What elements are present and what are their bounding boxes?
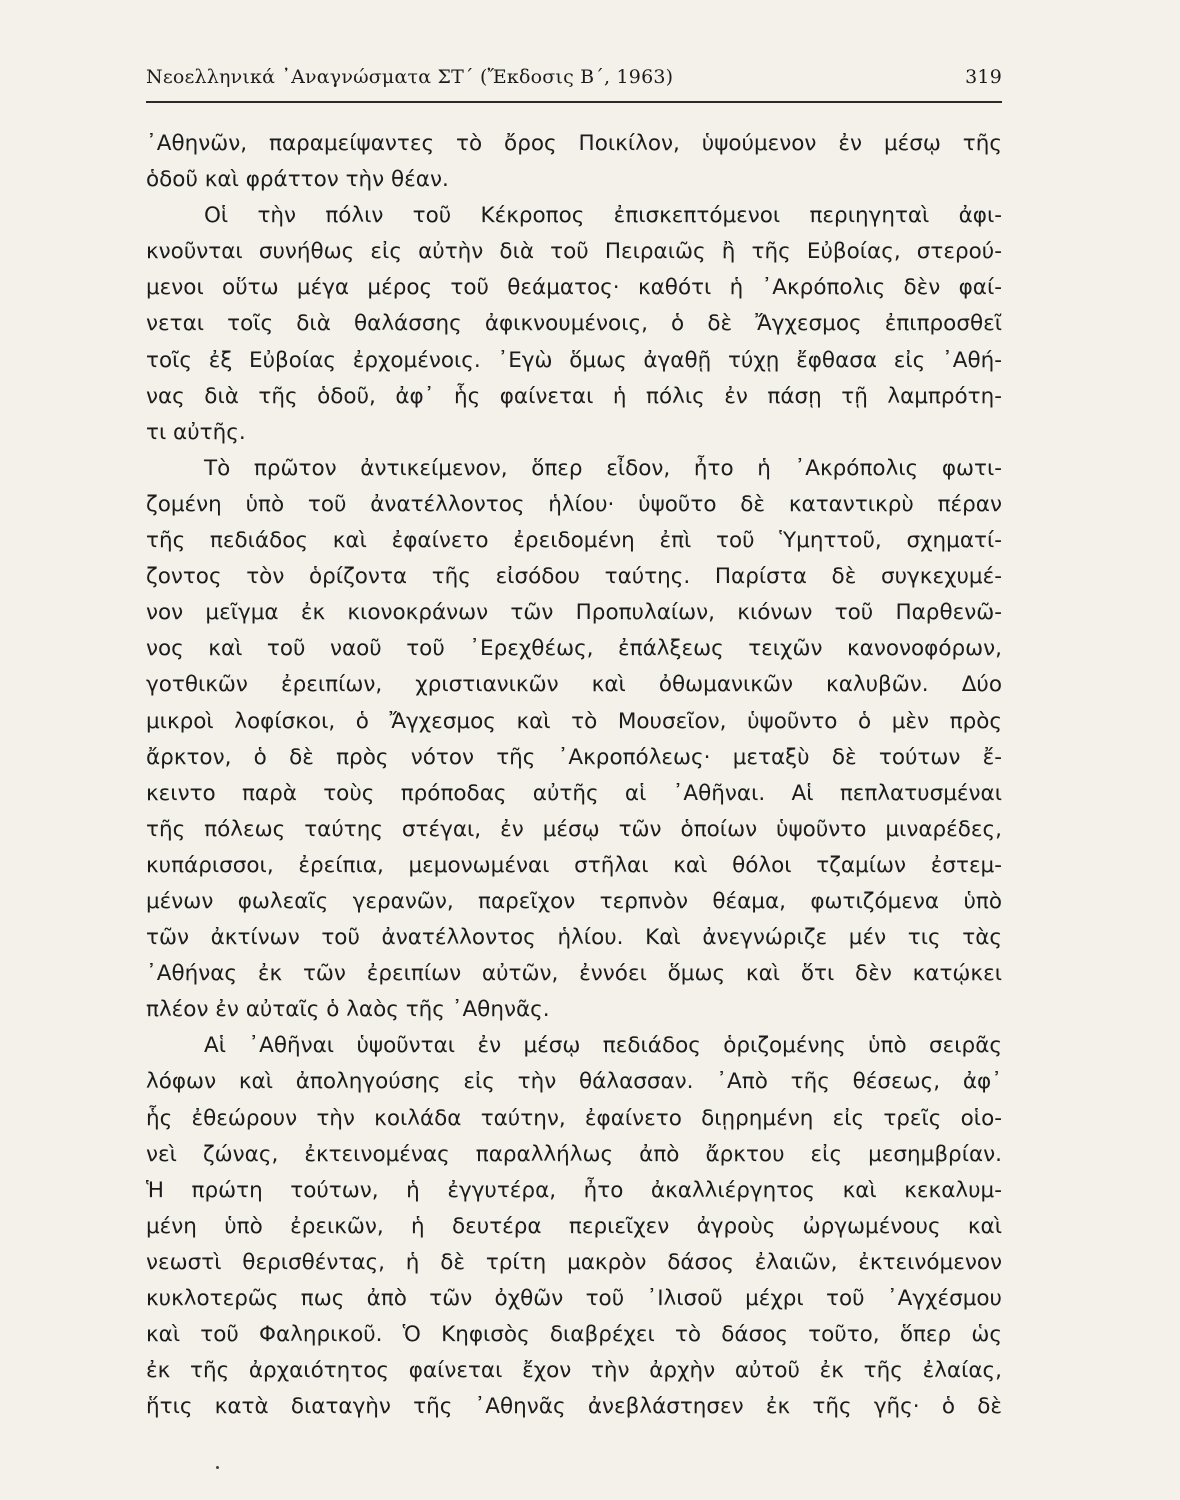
text-line: μένων φωλεαῖς γερανῶν, παρεῖχον τερπνὸν θέαμα, φωτιζόμενα ὑπὸ xyxy=(146,888,1002,914)
text-line: ζομένη ὑπὸ τοῦ ἀνατέλλοντος ἡλίου· ὑψοῦτο δὲ καταντικρὺ πέραν xyxy=(146,491,1002,517)
text-line: τῆς πεδιάδος καὶ ἐφαίνετο ἐρειδομένη ἐπὶ τοῦ Ὑμηττοῦ, σχηματί- xyxy=(146,528,1002,554)
text-line: κειντο παρὰ τοὺς πρόποδας αὐτῆς αἱ ᾿Αθῆναι. Αἱ πεπλατυσμέναι xyxy=(146,780,1002,806)
text-line: μικροὶ λοφίσκοι, ὁ Ἄγχεσμος καὶ τὸ Μουσεῖον, ὑψοῦντο ὁ μὲν πρὸς xyxy=(146,708,1002,734)
text-line: Οἱ τὴν πόλιν τοῦ Κέκροπος ἐπισκεπτόμενοι περιηγηταὶ ἀφι- xyxy=(204,203,1002,229)
paragraph-4 xyxy=(146,1028,1002,1425)
text-line: νας διὰ τῆς ὁδοῦ, ἀφ᾿ ἧς φαίνεται ἡ πόλις ἐν πάσῃ τῇ λαμπρότη- xyxy=(146,383,1002,409)
print-speck xyxy=(216,1466,219,1469)
page-number: 319 xyxy=(965,66,1002,88)
text-line: νεὶ ζώνας, ἐκτεινομένας παραλλήλως ἀπὸ ἄρκτου εἰς μεσημβρίαν. xyxy=(146,1141,1002,1167)
text-line: ᾿Αθήνας ἐκ τῶν ἐρειπίων αὐτῶν, ἐννόει ὅμως καὶ ὅτι δὲν κατῴκει xyxy=(146,961,1002,987)
text-line: τῆς πόλεως ταύτης στέγαι, ἐν μέσῳ τῶν ὁποίων ὑψοῦντο μιναρέδες, xyxy=(146,816,1002,842)
text-line: γοτθικῶν ἐρειπίων, χριστιανικῶν καὶ ὀθωμανικῶν καλυβῶν. Δύο xyxy=(146,672,1002,698)
text-line: νον μεῖγμα ἐκ κιονοκράνων τῶν Προπυλαίων, κιόνων τοῦ Παρθενῶ- xyxy=(146,600,1002,626)
text-line: καὶ τοῦ Φαληρικοῦ. Ὁ Κηφισὸς διαβρέχει τὸ δάσος τοῦτο, ὅπερ ὡς xyxy=(146,1322,1002,1348)
text-line: ἧς ἐθεώρουν τὴν κοιλάδα ταύτην, ἐφαίνετο διῃρημένη εἰς τρεῖς οἱο- xyxy=(146,1105,1002,1131)
text-line: νος καὶ τοῦ ναοῦ τοῦ ᾿Ερεχθέως, ἐπάλξεως τειχῶν κανονοφόρων, xyxy=(146,636,1002,662)
header-title: Νεοελληνικά ᾿Αναγνώσματα ΣΤ΄ (Ἔκδοσις Β΄, 1963) xyxy=(146,66,674,88)
text-line: πλέον ἐν αὐταῖς ὁ λαὸς τῆς ᾿Αθηνᾶς. xyxy=(146,997,550,1023)
text-line: νεωστὶ θερισθέντας, ἡ δὲ τρίτη μακρὸν δάσος ἐλαιῶν, ἐκτεινόμενον xyxy=(146,1249,1002,1275)
paragraph-2 xyxy=(146,198,1002,451)
text-line: κυπάρισσοι, ἐρείπια, μεμονωμέναι στῆλαι καὶ θόλοι τζαμίων ἐστεμ- xyxy=(146,852,1002,878)
paragraph-1 xyxy=(146,126,1002,198)
text-line: μενοι οὕτω μέγα μέρος τοῦ θεάματος· καθότι ἡ ᾿Ακρόπολις δὲν φαί- xyxy=(146,275,1002,301)
text-line: κνοῦνται συνήθως εἰς αὐτὴν διὰ τοῦ Πειραιῶς ἢ τῆς Εὐβοίας, στερού- xyxy=(146,239,1002,265)
text-line: Αἱ ᾿Αθῆναι ὑψοῦνται ἐν μέσῳ πεδιάδος ὁριζομένης ὑπὸ σειρᾶς xyxy=(204,1033,1002,1059)
text-line: ἄρκτον, ὁ δὲ πρὸς νότον τῆς ᾿Ακροπόλεως· μεταξὺ δὲ τούτων ἔ- xyxy=(146,744,1002,770)
paragraph-3 xyxy=(146,451,1002,1029)
text-line: ᾿Αθηνῶν, παραμείψαντες τὸ ὄρος Ποικίλον, ὑψούμενον ἐν μέσῳ τῆς xyxy=(146,131,1002,156)
text-line: Ἡ πρώτη τούτων, ἡ ἐγγυτέρα, ἦτο ἀκαλλιέργητος καὶ κεκαλυμ- xyxy=(146,1177,1002,1203)
text-line: μένη ὑπὸ ἐρεικῶν, ἡ δευτέρα περιεῖχεν ἀγροὺς ὠργωμένους καὶ xyxy=(146,1213,1002,1239)
text-line: ἐκ τῆς ἀρχαιότητος φαίνεται ἔχον τὴν ἀρχὴν αὐτοῦ ἐκ τῆς ἐλαίας, xyxy=(146,1358,1002,1384)
text-line: τι αὐτῆς. xyxy=(146,419,246,445)
text-line: λόφων καὶ ἀποληγούσης εἰς τὴν θάλασσαν. ᾿Απὸ τῆς θέσεως, ἀφ᾿ xyxy=(146,1069,1002,1095)
text-line: τοῖς ἐξ Εὐβοίας ἐρχομένοις. ᾿Εγὼ ὅμως ἀγαθῇ τύχῃ ἔφθασα εἰς ᾿Αθή- xyxy=(146,347,1002,373)
text-line: ἥτις κατὰ διαταγὴν τῆς ᾿Αθηνᾶς ἀνεβλάστησεν ἐκ τῆς γῆς· ὁ δὲ xyxy=(146,1394,1002,1420)
body-text xyxy=(146,126,1002,1425)
header-rule xyxy=(146,101,1002,103)
text-line: τῶν ἀκτίνων τοῦ ἀνατέλλοντος ἡλίου. Καὶ ἀνεγνώριζε μέν τις τὰς xyxy=(146,925,1002,951)
text-line: Τὸ πρῶτον ἀντικείμενον, ὅπερ εἶδον, ἦτο ἡ ᾿Ακρόπολις φωτι- xyxy=(204,455,1002,481)
text-line: ζοντος τὸν ὁρίζοντα τῆς εἰσόδου ταύτης. Παρίστα δὲ συγκεχυμέ- xyxy=(146,564,1002,590)
running-head xyxy=(146,66,1002,96)
text-line: ὁδοῦ καὶ φράττον τὴν θέαν. xyxy=(146,167,449,193)
text-line: νεται τοῖς διὰ θαλάσσης ἀφικνουμένοις, ὁ δὲ Ἄγχεσμος ἐπιπροσθεῖ xyxy=(146,311,1002,337)
text-line: κυκλοτερῶς πως ἀπὸ τῶν ὀχθῶν τοῦ ᾿Ιλισοῦ μέχρι τοῦ ᾿Αγχέσμου xyxy=(146,1286,1002,1311)
